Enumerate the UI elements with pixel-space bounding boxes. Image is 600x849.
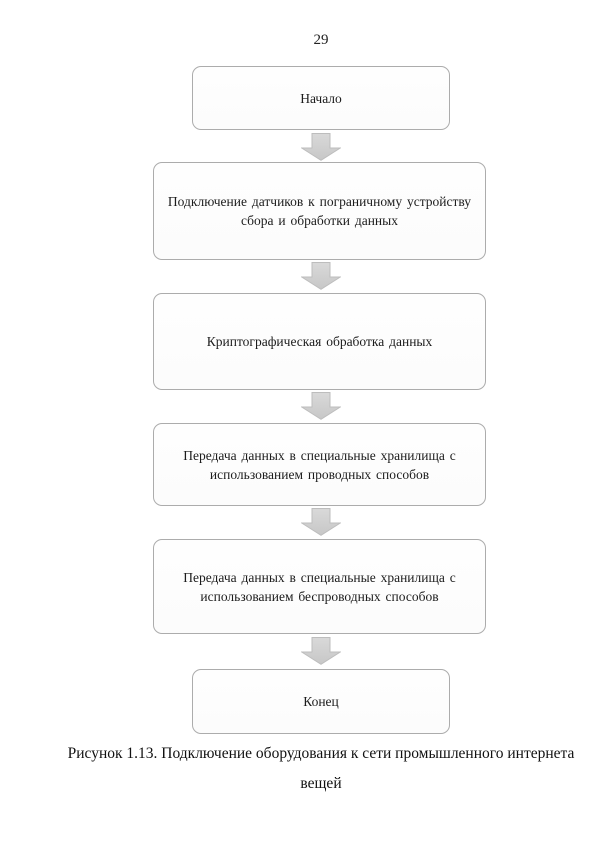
node-label: Начало: [300, 90, 342, 106]
flowchart-node-step3: [153, 423, 486, 506]
node-label: Передача данных в специальные хранилища с использованием беспроводных способов: [183, 569, 456, 604]
flowchart-node-step2: [153, 293, 486, 390]
node-label: Конец: [303, 694, 339, 709]
down-block-arrow-icon: [301, 262, 341, 290]
flowchart-node-start: [192, 66, 450, 130]
down-block-arrow-icon: [301, 133, 341, 161]
down-block-arrow-icon: [301, 637, 341, 665]
flowchart-node-step1: [153, 162, 486, 260]
node-label: Подключение датчиков к пограничному устройству сбора и обработки данных: [167, 194, 472, 228]
page-number: 29: [313, 32, 329, 48]
down-block-arrow-icon: [301, 392, 341, 420]
down-block-arrow-icon: [301, 508, 341, 536]
figure-caption: Рисунок 1.13. Подключение оборудования к сети промышленного интернета вещей: [67, 745, 575, 792]
flowchart-node-end: [192, 669, 450, 734]
node-label: Криптографическая обработка данных: [206, 334, 433, 349]
flowchart-node-step4: [153, 539, 486, 634]
node-label: Передача данных в специальные хранилища с использованием проводных способов: [183, 447, 456, 482]
